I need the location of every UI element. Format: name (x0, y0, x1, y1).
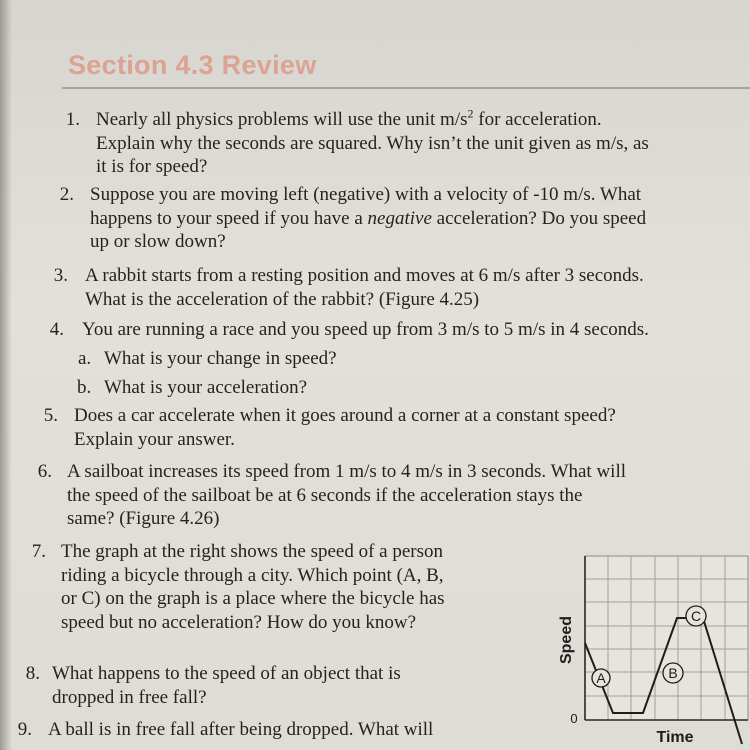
subquestion-label: b. (77, 377, 92, 398)
question-number: 5. (43, 405, 58, 426)
subquestion-a (78, 347, 645, 371)
question-line: Nearly all physics problems will use the unit $m/s^2$ for acceleration. (96, 106, 602, 130)
subquestion-text: What is your change in speed? (103, 347, 337, 369)
question-line: up or slow down? (90, 231, 226, 252)
section-title: Section 4.3 Review (68, 50, 317, 80)
y-axis-label: Speed (558, 615, 575, 665)
title-divider (62, 87, 750, 89)
point-a-label: A (596, 670, 606, 686)
question-number: 2. (59, 184, 74, 205)
subquestion-label: a. (78, 347, 92, 369)
point-a-marker (592, 669, 610, 687)
graph-grid (585, 556, 748, 720)
question-line: dropped in free fall? (52, 686, 207, 708)
question-line: happens to your speed if you have a negative acceleration? Do you speed (90, 207, 647, 229)
page-binding-shadow (0, 0, 12, 750)
question-line: A sailboat increases its speed from 1 m/s to 4 m/s in 3 seconds. What will (67, 461, 627, 482)
question-line: The graph at the right shows the speed of a person (61, 541, 444, 562)
question-line: Explain your answer. (74, 428, 235, 450)
question-line: What is the acceleration of the rabbit? (Figure 4.25) (85, 288, 480, 310)
point-b-marker (663, 663, 683, 683)
speed-time-graph (545, 548, 750, 750)
question-line: A rabbit starts from a resting position and moves at 6 m/s after 3 seconds. (85, 265, 644, 286)
point-c-label: C (690, 608, 702, 624)
question-line: same? (Figure 4.26) (67, 508, 220, 529)
question-number: 8. (25, 663, 40, 684)
subquestion-b (77, 376, 644, 400)
question-line: riding a bicycle through a city. Which point (A, B, (61, 564, 444, 586)
question-line: What happens to the speed of an object that is (52, 663, 401, 684)
question-line: speed but no acceleration? How do you know? (61, 611, 417, 633)
question-line: it is for speed? (96, 156, 208, 177)
question-line: Suppose you are moving left (negative) with a velocity of -10 m/s. What (90, 184, 642, 205)
question-number: 9. (17, 719, 32, 740)
origin-label: 0 (570, 711, 578, 726)
question-line: the speed of the sailboat be at 6 seconds if the acceleration stays the (67, 484, 583, 506)
question-number: 6. (37, 461, 52, 482)
x-axis-label: Time (656, 729, 694, 746)
question-number: 1. (65, 109, 80, 130)
question-line: Explain why the seconds are squared. Why isn’t the unit given as m/s, as (96, 132, 649, 154)
question-number: 3. (53, 265, 68, 286)
question-line: You are running a race and you speed up from 3 m/s to 5 m/s in 4 seconds. (82, 319, 649, 340)
question-line: Does a car accelerate when it goes around a corner at a constant speed? (74, 405, 616, 426)
point-b-label: B (668, 665, 678, 681)
question-number: 4. (49, 319, 64, 340)
point-c-marker (686, 606, 706, 626)
question-number: 7. (31, 541, 46, 562)
question-line: or C) on the graph is a place where the bicycle has (61, 588, 445, 609)
subquestion-text: What is your acceleration? (104, 377, 308, 398)
question-line: A ball is in free fall after being dropped. What will (48, 719, 434, 740)
